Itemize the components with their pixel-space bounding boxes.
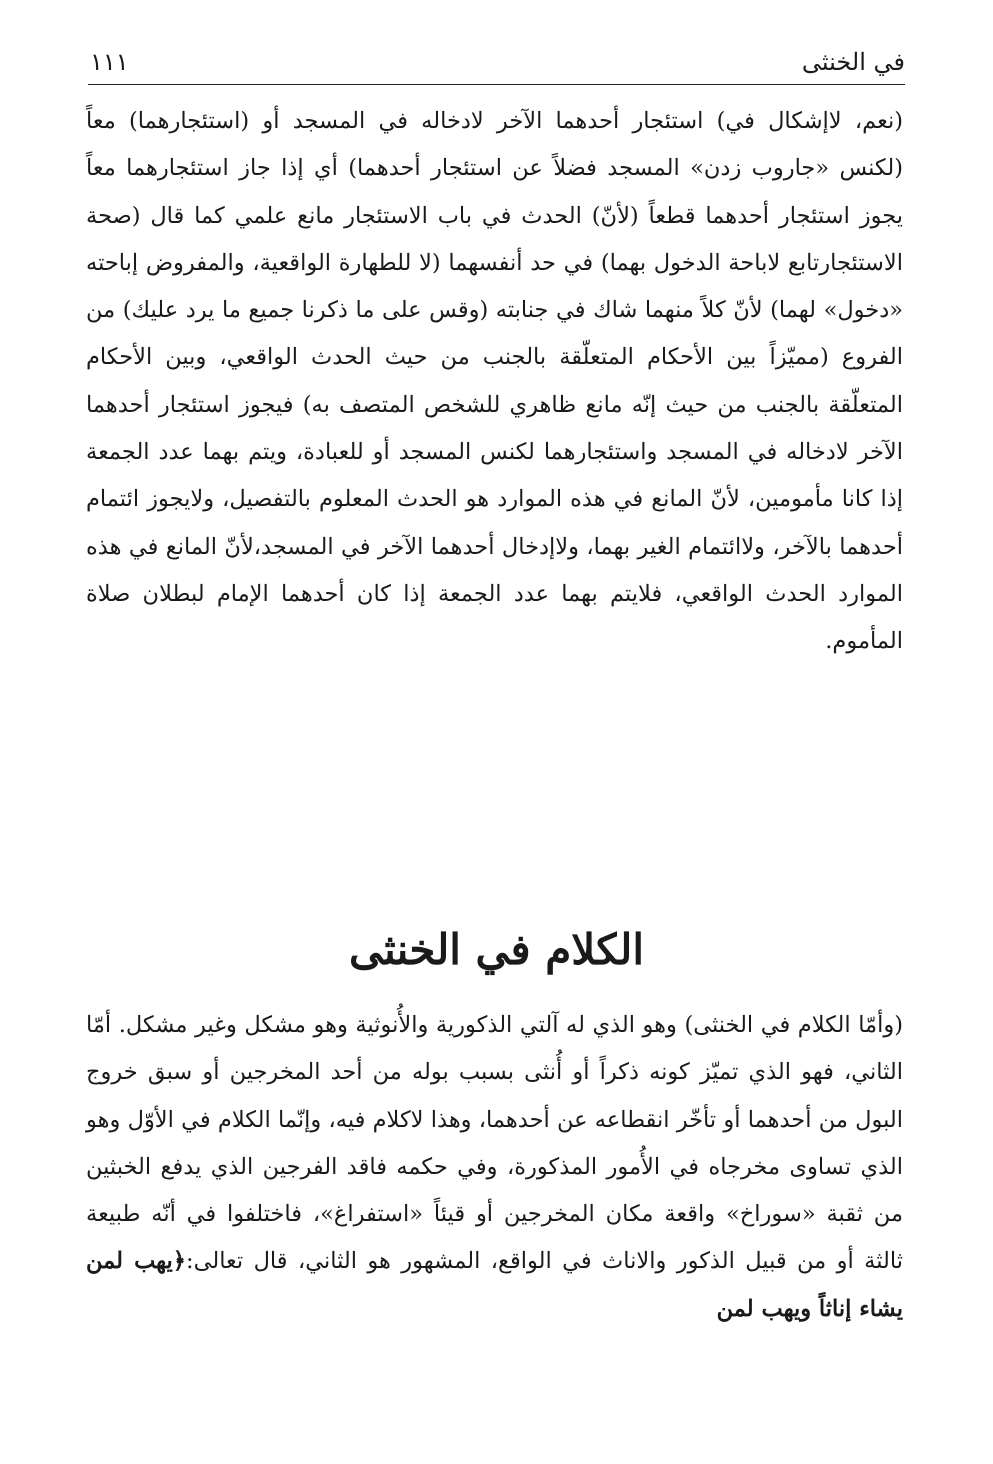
running-title: في الخنثى [801,48,905,76]
section-heading: الكلام في الخنثى [349,925,644,974]
page-number: ١١١ [90,48,129,76]
body-paragraph-1: (نعم، لاإشكال في) استئجار أحدهما الآخر لادخاله في المسجد أو (استئجارهما) معاً (لكنس «جاروب زدن» المسجد فضلاً عن استئجار أحدهما) أي إذا جاز استئجارهما معاً يجوز استئجار أحدهما قطعاً (لأنّ) الحدث في باب الاستئجار مانع علمي كما قال (صحة الاستئجارتابع لاباحة الدخول بهما) في حد أنفسهما (لا للطهارة الواقعية، والمفروض إباحته «دخول» لهما) لأنّ كلاً منهما شاك في جنابته (وقس على ما ذكرنا جميع ما يرد عليك) من الفروع (مميّزاً بين الأحكام المتعلّقة بالجنب من حيث الحدث الواقعي، وبين الأحكام المتعلّقة بالجنب من حيث إنّه مانع ظاهري للشخص المتصف به) فيجوز استئجار أحدهما الآخر لادخاله في المسجد واستئجارهما لكنس المسجد أو للعبادة، ويتم بهما عدد الجمعة إذا كانا مأمومين، لأنّ المانع في هذه الموارد هو الحدث المعلوم بالتفصيل، ولايجوز ائتمام أحدهما بالآخر، ولاائتمام الغير بهما، ولاإدخال أحدهما الآخر في المسجد،لأنّ المانع في هذه الموارد الحدث الواقعي، فلايتم بهما عدد الجمعة إذا كان أحدهما الإمام لبطلان صلاة المأموم. [86,108,903,655]
quran-verse: ﴿يهب لمن يشاء إناثاً ويهب لمن [86,1248,903,1322]
body-paragraph-2 [86,1002,903,1333]
paragraph-2-text: (وأمّا الكلام في الخنثى) وهو الذي له آلتي الذكورية والأُنوثية وهو مشكل وغير مشكل. أمّا الثاني، فهو الذي تميّز كونه ذكراً أو أُنثى بسبب بوله من أحد المخرجين أو سبق خروج البول من أحدهما أو تأخّر انقطاعه عن أحدهما، وهذا لاكلام فيه، وإنّما الكلام في الأوّل وهو الذي تساوى مخرجاه في الأُمور المذكورة، وفي حكمه فاقد الفرجين الذي يدفع الخبثين من ثقبة «سوراخ» واقعة مكان المخرجين أو قيئاً «استفراغ»، فاختلفوا في أنّه طبيعة ثالثة أو من قبيل الذكور والاناث في الواقع، المشهور هو الثاني، قال تعالى: [86,1012,903,1275]
page-header [88,40,905,85]
